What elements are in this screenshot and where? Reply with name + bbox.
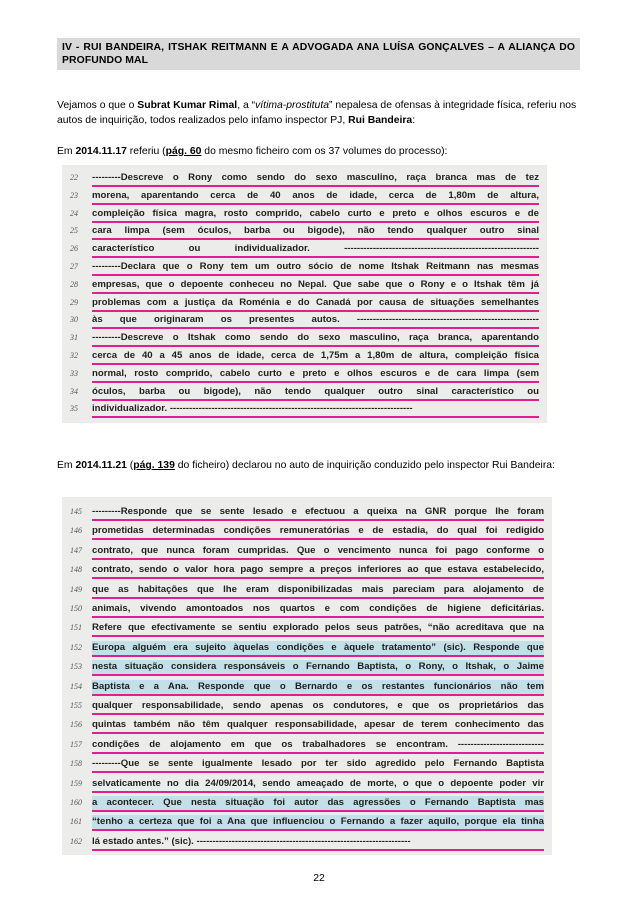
line-text: a acontecer. Que nesta situação foi autor das agressões o Fernando Baptista mas: [92, 796, 544, 812]
line-number: 149: [70, 584, 82, 594]
line-number: 162: [70, 836, 82, 846]
line-text: cerca de 40 a 45 anos de idade, cerca de 1,75m a 1,80m de altura, compleição física: [92, 349, 539, 365]
scanned-excerpt-2: [62, 497, 552, 855]
line-text: morena, aparentando cerca de 40 anos de idade, cerca de 1,80m de altura,: [92, 189, 539, 205]
line-text: individualizador. ----------------------------------------------------------------------------: [92, 402, 539, 418]
line-text: qualquer responsabilidade, sendo apenas os condutores, e que os proprietários das: [92, 699, 544, 715]
line-text: ---------Que se sente igualmente lesado por ter sido agredido pelo Fernando Baptista: [92, 757, 544, 773]
line-text: prometidas determinadas condições remuneratórias e de estadia, do qual foi redigido: [92, 524, 544, 540]
intro-paragraph: [57, 98, 582, 128]
line-number: 23: [70, 190, 78, 200]
scan-line: [62, 621, 552, 637]
line-text: Refere que efectivamente se sentiu explorado pelos seus patrões, “não acreditava que na: [92, 621, 544, 637]
line-number: 22: [70, 173, 78, 182]
line-text: compleição física magra, rosto comprido, cabelo curto e preto e olhos escuros e de: [92, 207, 539, 223]
line-number: 151: [70, 623, 82, 633]
line-number: 31: [70, 333, 78, 343]
scan-line: [62, 757, 552, 773]
line-number: 158: [70, 759, 82, 769]
scan-line: [62, 278, 547, 294]
scan-line: [62, 796, 552, 812]
ref1-page-link[interactable]: pág. 60: [165, 146, 202, 157]
scanned-excerpt-1: [62, 165, 547, 423]
scan-line: [62, 777, 552, 793]
line-number: 152: [70, 642, 82, 652]
scan-line: [62, 583, 552, 599]
reference-1: [57, 144, 582, 159]
line-number: 157: [70, 739, 82, 749]
line-text: ---------Responde que se sente lesado e efectuou a queixa na GNR porque lhe foram: [92, 505, 544, 521]
scan-line: [62, 738, 552, 754]
scan-line: [62, 544, 552, 560]
line-number: 146: [70, 526, 82, 536]
scan-line: [62, 699, 552, 715]
scan-line: [62, 296, 547, 312]
line-text: ---------Declara que o Rony tem um outro sócio de nome Itshak Reitmann nas mesmas: [92, 260, 539, 276]
scan-line: [62, 349, 547, 365]
line-text: nesta situação considera responsáveis o Fernando Baptista, o Rony, o Itshak, o Jaime: [92, 660, 544, 676]
intro-name-rui: Rui Bandeira: [348, 115, 413, 126]
ref1-prefix: Em: [57, 146, 76, 157]
line-text: contrato, sendo o valor hora pago sempre a preços inferiores ao que estava estabelecido,: [92, 563, 544, 579]
line-text: selvaticamente no dia 24/09/2014, sendo ameaçado de morte, o que o depoente poder vir: [92, 777, 544, 793]
scan-line: [62, 367, 547, 383]
intro-italic: vítima-prostituta: [255, 100, 330, 111]
scan-line: [62, 207, 547, 223]
scan-line: [62, 189, 547, 205]
scan-line: [62, 602, 552, 618]
line-text: cara limpa (sem óculos, barba ou bigode), não tendo qualquer outro sinal: [92, 224, 539, 240]
intro-text-d: :: [412, 115, 416, 126]
line-text: lá estado antes.” (sic). -------------------------------------------------------------------: [92, 835, 544, 851]
line-number: 33: [70, 368, 78, 378]
line-text: Europa alguém era sujeito àquelas condições e àquele tratamento” (sic). Responde que: [92, 641, 544, 657]
line-number: 153: [70, 662, 82, 672]
line-text: animais, vivendo amontoados nos quartos e com condições de higiene deficitárias.: [92, 602, 544, 618]
line-number: 159: [70, 778, 82, 788]
ref2-middle: (: [126, 460, 134, 471]
section-title: IV - RUI BANDEIRA, ITSHAK REITMANN E A ADVOGADA ANA LUÍSA GONÇALVES – A ALIANÇA DO PROFUNDO MAL: [62, 42, 575, 66]
page-number: 22: [313, 873, 325, 884]
line-text: normal, rosto comprido, cabelo curto e preto e olhos escuros e de cara limpa (sem: [92, 367, 539, 383]
scan-line: [62, 385, 547, 401]
ref1-suffix: do mesmo ficheiro com os 37 volumes do processo):: [201, 146, 448, 157]
line-number: 35: [70, 404, 78, 414]
scan-line: [62, 505, 552, 521]
line-text: Baptista e a Ana. Responde que o Bernardo e os restantes funcionários não tem: [92, 680, 544, 696]
scan-line: [62, 660, 552, 676]
section-header: [57, 38, 580, 70]
line-number: 154: [70, 681, 82, 691]
ref2-page-link[interactable]: pág. 139: [133, 460, 175, 471]
scan-line: [62, 680, 552, 696]
line-number: 28: [70, 279, 78, 289]
line-text: “tenho a certeza que foi a Ana que influenciou o Fernando a fazer aquilo, porque ela tinha: [92, 815, 544, 831]
intro-text-b: , a “: [237, 100, 256, 111]
scan-line: [62, 313, 547, 329]
line-number: 25: [70, 226, 78, 236]
scan-line: [62, 815, 552, 831]
scan-line: [62, 524, 552, 540]
line-number: 148: [70, 565, 82, 575]
reference-2: [57, 458, 582, 473]
line-text: que as habitações que lhe eram disponibilizadas mais pareciam para alojamento de: [92, 583, 544, 599]
line-number: 32: [70, 351, 78, 360]
line-number: 27: [70, 262, 78, 271]
scan-line: [62, 563, 552, 579]
line-number: 26: [70, 244, 78, 254]
scan-line: [62, 242, 547, 258]
scan-line: [62, 402, 547, 418]
line-number: 150: [70, 604, 82, 613]
line-text: contrato, que nunca foram cumpridas. Que o vencimento nunca foi pago conforme o: [92, 544, 544, 560]
line-number: 30: [70, 315, 78, 325]
line-text: empresas, que o depoente conheceu no Nepal. Que sabe que o Rony e o Itshak têm já: [92, 278, 539, 294]
line-text: óculos, barba ou bigode), não tendo qualquer outro sinal característico ou: [92, 385, 539, 401]
scan-line: [62, 641, 552, 657]
scan-line: [62, 224, 547, 240]
scan-line: [62, 260, 547, 276]
line-text: quintas também não têm qualquer responsabilidade, apesar de terem conhecimento das: [92, 718, 544, 734]
line-number: 34: [70, 386, 78, 396]
scan-line: [62, 171, 547, 187]
line-number: 155: [70, 701, 82, 710]
line-text: ---------Descreve o Itshak como sendo do sexo masculino, raça branca, aparentando: [92, 331, 539, 347]
ref2-date: 2014.11.21: [75, 460, 127, 471]
intro-text-a: Vejamos o que o: [57, 100, 138, 111]
line-text: problemas com a justiça da Roménia e do Canadá por causa de situações semelhantes: [92, 296, 539, 312]
line-number: 147: [70, 545, 82, 555]
line-number: 160: [70, 798, 82, 807]
scan-line: [62, 835, 552, 851]
ref1-date: 2014.11.17: [75, 146, 127, 157]
line-number: 161: [70, 817, 82, 827]
line-text: característico ou individualizador. -------------------------------------------------------------: [92, 242, 539, 258]
scan-line: [62, 331, 547, 347]
intro-name-subrat: Subrat Kumar Rimal: [137, 100, 238, 111]
line-text: ---------Descreve o Rony como sendo do sexo masculino, raça branca mas de tez: [92, 171, 539, 187]
scan-line: [62, 718, 552, 734]
line-number: 29: [70, 297, 78, 307]
line-text: às que originaram os presentes autos. ---------------------------------------------------------: [92, 313, 539, 329]
line-number: 145: [70, 507, 82, 516]
intro-text-c: ” nepalesa de ofensas à integridade física, referiu nos autos de inquirição, todos realizados pelo infamo inspector PJ,: [57, 100, 577, 126]
ref2-suffix: do ficheiro) declarou no auto de inquirição conduzido pelo inspector Rui Bandeira:: [174, 460, 555, 471]
ref1-middle: referiu (: [126, 146, 166, 157]
ref2-prefix: Em: [57, 460, 76, 471]
line-number: 24: [70, 208, 78, 218]
line-text: condições de alojamento em que os trabalhadores se encontram. ---------------------------: [92, 738, 544, 754]
line-number: 156: [70, 720, 82, 730]
